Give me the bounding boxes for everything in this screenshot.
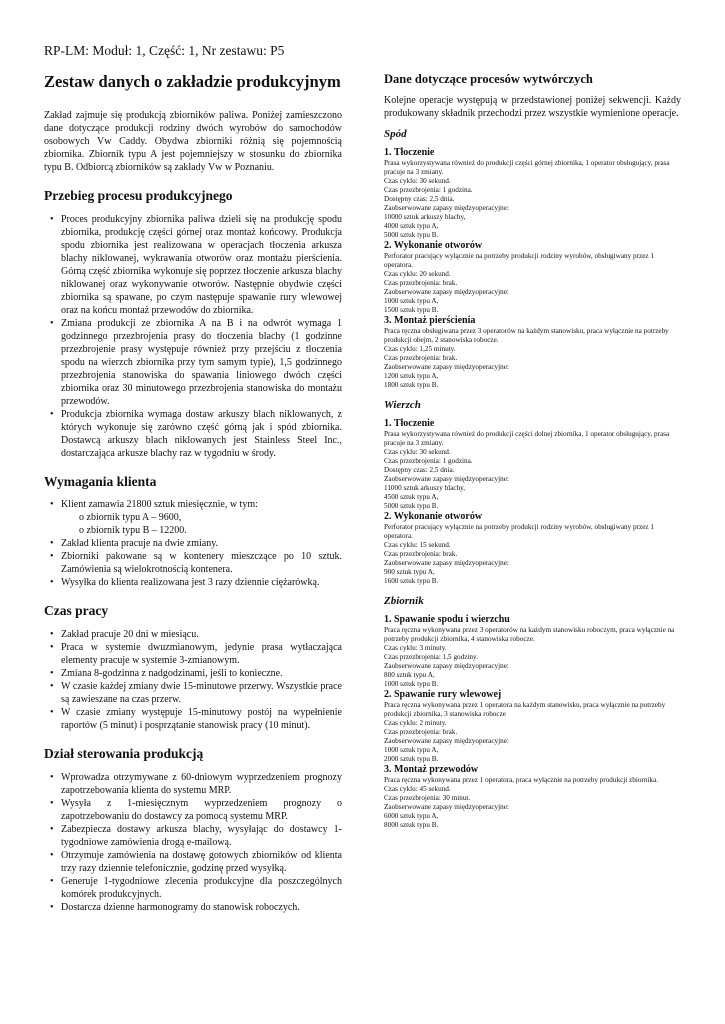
operation-detail-line: 4000 sztuk typu A, xyxy=(384,222,439,230)
control-section xyxy=(44,746,342,914)
list-item-text: Zmiana produkcji ze zbiornika A na B i na odwrót wymaga 1 godzinnego przezbrojenia prasy do tłoczenia blachy (1 godzinne przezbrojenie prasy występuje również przy przejściu z tłoczenia spodu na wierzch zbiornika przy tym samym typie), 1,5 godzinnego przezbrojenia stanowiska do spawania liniowego dwóch części zbiornika oraz 30 minutowego przezbrojenia stanowiska do montażu przewodów. xyxy=(61,317,342,407)
right-column xyxy=(384,72,681,839)
bullet-icon: • xyxy=(50,798,54,810)
process-group xyxy=(384,128,681,390)
operation-detail-line: Czas cyklu: 1,25 minuty. xyxy=(384,345,456,353)
operation-title: 1. Tłoczenie xyxy=(384,147,435,158)
operation-detail-line: 800 sztuk typu A, xyxy=(384,671,435,679)
operation-detail-line: Czas przezbrojenia: brak. xyxy=(384,550,458,558)
operation-detail-line: Czas cyklu: 2 minuty. xyxy=(384,719,447,727)
operation-detail-line: Zaobserwowane zapasy międzyoperacyjne: xyxy=(384,559,509,567)
list-item xyxy=(44,875,342,901)
list-item xyxy=(44,797,342,823)
operation-detail-line: Prasa wykorzystywana również do produkcji części dolnej zbiornika, 1 operator obsługujący, prasa pracuje na 3 zmiany. xyxy=(384,430,670,447)
list-item-text: Otrzymuje zamówienia na dostawę gotowych zbiorników od klienta trzy razy dziennie telefonicznie, godzinę przed wysyłką. xyxy=(61,850,342,875)
list-item xyxy=(44,680,342,706)
operation-detail-line: Perforator pracujący wyłącznie na potrzeby produkcji rodziny wyrobów, obsługiwany przez 1 operatora. xyxy=(384,252,654,269)
operation-detail-line: 1000 sztuk typu A, xyxy=(384,297,439,305)
worktime-section xyxy=(44,603,342,732)
process-group xyxy=(384,595,681,830)
operation-detail-line: Czas przezbrojenia: brak. xyxy=(384,279,458,287)
operation-detail-line: Praca ręczna wykonywana przez 1 operatora, praca wyłącznie na potrzeby produkcji zbiornika. xyxy=(384,776,658,784)
client-section xyxy=(44,474,342,590)
list-item xyxy=(44,849,342,875)
operation-detail-line: 1600 sztuk typu B. xyxy=(384,577,439,585)
process-heading: Przebieg procesu produkcyjnego xyxy=(44,187,233,203)
operation-detail-line: Praca ręczna wykonywana przez 1 operatora na każdym stanowisku, praca wyłącznie na potrzeby produkcji zbiornika, 3 stanowiska robocze xyxy=(384,701,666,718)
bullet-icon: • xyxy=(50,551,54,563)
bullet-icon: • xyxy=(50,707,54,719)
list-item-text: Wysyłka do klienta realizowana jest 3 razy dziennie ciężarówką. xyxy=(61,577,320,589)
list-item xyxy=(44,550,342,576)
list-item xyxy=(44,771,342,797)
list-item-text: Praca w systemie dwuzmianowym, jedynie prasa wytłaczająca elementy pracuje w systemie 3-zmianowym. xyxy=(61,642,342,667)
operation-detail-line: 6000 sztuk typu A, xyxy=(384,812,439,820)
list-item xyxy=(44,706,342,732)
operation-title: 1. Spawanie spodu i wierzchu xyxy=(384,614,510,625)
operation-detail-line: 1000 sztuk typu A, xyxy=(384,746,439,754)
process-group-title: Wierzch xyxy=(384,399,421,411)
left-column xyxy=(44,72,342,926)
bullet-icon: • xyxy=(50,824,54,836)
operation-detail-line: 10000 sztuk arkuszy blachy, xyxy=(384,213,466,221)
operation-detail-line: Czas cyklu: 30 sekund. xyxy=(384,177,451,185)
operation-detail-line: 11000 sztuk arkuszy blachy, xyxy=(384,484,466,492)
operation-detail-line: Perforator pracujący wyłącznie na potrzeby produkcji rodziny wyrobów, obsługiwany przez 1 operatora. xyxy=(384,523,654,540)
list-item xyxy=(44,213,342,317)
operation-detail-line: Czas cyklu: 3 minuty. xyxy=(384,644,447,652)
operation-detail-line: Praca ręczna obsługiwana przez 3 operatorów na każdym stanowisku, praca wyłącznie na potrzeby produkcji obejm, 2 stanowiska robocze. xyxy=(384,327,669,344)
list-item-text: Klient zamawia 21800 sztuk miesięcznie, w tym: xyxy=(61,499,258,511)
bullet-icon: • xyxy=(50,317,54,329)
list-item-text: Proces produkcyjny zbiornika paliwa dzieli się na produkcję spodu zbiornika, produkcję części górnej oraz montaż końcowy. Produkcja spodu zbiornika jest realizowana w operacjach tłoczenia arkusza blachy niklowanej, wykrawania otworów oraz montażu pierścienia. Górną część zbiornika wykonuje się poprzez tłoczenie arkusza blachy niklowanej oraz wykonywanie otworów. Następnie obydwie części zbiornika są spawane, po czym następuje spawanie rury wlewowej oraz na końcu montaż przewodów do zbiornika. xyxy=(61,213,342,316)
operation-detail-line: Zaobserwowane zapasy międzyoperacyjne: xyxy=(384,662,509,670)
bullet-icon: • xyxy=(50,876,54,888)
operation-detail-line: Czas przezbrojenia: 1 godzina. xyxy=(384,186,473,194)
operation-detail-line: 1000 sztuk typu B. xyxy=(384,680,439,688)
operation-detail-line: 1800 sztuk typu B. xyxy=(384,381,439,389)
list-item xyxy=(44,498,342,537)
operation-detail-line: Czas cyklu: 15 sekund. xyxy=(384,541,451,549)
list-item xyxy=(44,408,342,460)
bullet-icon: • xyxy=(50,577,54,589)
list-item-text: Zakład pracuje 20 dni w miesiącu. xyxy=(61,629,199,641)
list-item xyxy=(44,901,342,914)
bullet-icon: • xyxy=(50,499,54,511)
intro-section xyxy=(44,109,342,174)
client-list xyxy=(44,498,342,589)
list-item xyxy=(44,317,342,408)
operation-detail-line: 8000 sztuk typu B. xyxy=(384,821,439,829)
operation-detail-line: Czas przezbrojenia: 1,5 godziny. xyxy=(384,653,478,661)
list-item xyxy=(44,823,342,849)
operation-detail-line: Prasa wykorzystywana również do produkcji części górnej zbiornika, 1 operator obsługujący, prasa pracuje na 3 zmiany. xyxy=(384,159,670,176)
client-sublist xyxy=(61,511,342,537)
operation-detail-line: Czas przezbrojenia: 1 godzina. xyxy=(384,457,473,465)
list-item xyxy=(44,576,342,589)
operation-title: 2. Wykonanie otworów xyxy=(384,240,483,251)
processes-intro: Kolejne operacje występują w przedstawionej poniżej sekwencji. Każdy produkowany składnik przechodzi przez wszystkie wymienione operacje. xyxy=(384,95,681,119)
sub-list-item: o zbiornik typu B – 12200. xyxy=(79,525,187,537)
operation-detail-line: Zaobserwowane zapasy międzyoperacyjne: xyxy=(384,363,509,371)
processes-heading: Dane dotyczące procesów wytwórczych xyxy=(384,72,593,86)
operation-title: 1. Tłoczenie xyxy=(384,418,435,429)
list-item-text: Produkcja zbiornika wymaga dostaw arkuszy blach niklowanych, z których wykonuje się zarówno część górną jak i spód zbiornika. Dostawcą arkuszy blach niklowanych jest Stainless Steel Inc., dostarczająca arkusze blachy raz w tygodniu w środy. xyxy=(61,408,342,459)
page-title: Zestaw danych o zakładzie produkcyjnym xyxy=(44,72,341,91)
operation-detail-line: Zaobserwowane zapasy międzyoperacyjne: xyxy=(384,475,509,483)
bullet-icon: • xyxy=(50,213,54,225)
list-item-text: Generuje 1-tygodniowe zlecenia produkcyjne dla poszczególnych komórek produkcyjnych. xyxy=(61,876,342,901)
operation-detail-line: 5000 sztuk typu B. xyxy=(384,502,439,510)
process-group xyxy=(384,399,681,586)
operation-detail-line: Czas przezbrojenia: brak. xyxy=(384,728,458,736)
bullet-icon: • xyxy=(50,538,54,550)
operation-title: 2. Spawanie rury wlewowej xyxy=(384,689,502,700)
bullet-icon: • xyxy=(50,681,54,693)
document-header: RP-LM: Moduł: 1, Część: 1, Nr zestawu: P5 xyxy=(44,43,285,58)
bullet-icon: • xyxy=(50,629,54,641)
list-item-text: Zbiorniki pakowane są w kontenery mieszczące po 10 sztuk. Zamówienia są wielokrotnością kontenera. xyxy=(61,551,342,576)
list-item xyxy=(44,667,342,680)
worktime-heading: Czas pracy xyxy=(44,603,109,619)
operation-detail-line: 2000 sztuk typu B. xyxy=(384,755,439,763)
client-heading: Wymagania klienta xyxy=(44,473,157,489)
operation-detail-line: Zaobserwowane zapasy międzyoperacyjne: xyxy=(384,288,509,296)
control-list xyxy=(44,771,342,914)
process-group-title: Zbiornik xyxy=(384,595,424,607)
operation-title: 2. Wykonanie otworów xyxy=(384,511,483,522)
operation-title: 3. Montaż pierścienia xyxy=(384,315,476,326)
list-item-text: Wprowadza otrzymywane z 60-dniowym wyprzedzeniem prognozy zapotrzebowania klienta do systemu MRP. xyxy=(61,772,342,797)
process-section xyxy=(44,188,342,460)
operation-detail-line: Dostępny czas: 2,5 dnia. xyxy=(384,466,455,474)
operation-detail-line: Zaobserwowane zapasy międzyoperacyjne: xyxy=(384,737,509,745)
list-item-text: Zakład klienta pracuje na dwie zmiany. xyxy=(61,538,219,550)
list-item xyxy=(44,641,342,667)
list-item-text: Zabezpiecza dostawy arkusza blachy, wysyłając do dostawcy 1-tygodniowe zamówienia drogą e-mailową. xyxy=(61,824,342,849)
list-item-text: Wysyła z 1-miesięcznym wyprzedzeniem prognozy o zapotrzebowaniu do dostawcy za pomocą systemu MRP. xyxy=(61,798,342,823)
process-list xyxy=(44,213,342,460)
bullet-icon: • xyxy=(50,850,54,862)
operation-detail-line: Zaobserwowane zapasy międzyoperacyjne: xyxy=(384,204,509,212)
operation-detail-line: 900 sztuk typu A, xyxy=(384,568,435,576)
operation-detail-line: 1200 sztuk typu A, xyxy=(384,372,439,380)
operation-detail-line: Czas cyklu: 30 sekund. xyxy=(384,448,451,456)
intro-paragraph: Zakład zajmuje się produkcją zbiorników paliwa. Poniżej zamieszczono dane dotyczące produkcji rodziny dwóch wyrobów do samochodów osobowych Vw Caddy. Obydwa zbiorniki różnią się pojemnością zbiornika. Zbiornik typu A jest pojemniejszy w stosunku do zbiornika typu B. Odbiorcą zbiorników są zakłady Vw w Poznaniu. xyxy=(44,109,342,173)
worktime-list xyxy=(44,628,342,732)
list-item-text: Zmiana 8-godzinna z nadgodzinami, jeśli to konieczne. xyxy=(61,668,283,680)
operation-detail-line: Zaobserwowane zapasy międzyoperacyjne: xyxy=(384,803,509,811)
bullet-icon: • xyxy=(50,408,54,420)
operation-detail-line: Czas cyklu: 45 sekund. xyxy=(384,785,451,793)
list-item-text: W czasie zmiany występuje 15-minutowy postój na wypełnienie raportów (5 minut) i posprzątanie stanowisk pracy (10 minut). xyxy=(61,707,342,732)
bullet-icon: • xyxy=(50,902,54,914)
bullet-icon: • xyxy=(50,642,54,654)
operation-detail-line: 5000 sztuk typu B. xyxy=(384,231,439,239)
operation-detail-line: Czas przezbrojenia: brak. xyxy=(384,354,458,362)
operation-detail-line: Czas cyklu: 20 sekund. xyxy=(384,270,451,278)
operation-detail-line: Czas przezbrojenia: 30 minut. xyxy=(384,794,471,802)
process-group-title: Spód xyxy=(384,128,407,140)
operation-detail-line: Dostępny czas: 2,5 dnia. xyxy=(384,195,455,203)
list-item-text: Dostarcza dzienne harmonogramy do stanowisk roboczych. xyxy=(61,902,300,914)
list-item xyxy=(44,537,342,550)
bullet-icon: • xyxy=(50,668,54,680)
operation-title: 3. Montaż przewodów xyxy=(384,764,479,775)
list-item xyxy=(44,628,342,641)
operation-detail-line: 4500 sztuk typu A, xyxy=(384,493,439,501)
bullet-icon: • xyxy=(50,772,54,784)
process-groups xyxy=(384,128,681,830)
operation-detail-line: 1500 sztuk typu B. xyxy=(384,306,439,314)
operation-detail-line: Praca ręczna wykonywana przez 3 operatorów na każdym stanowisku roboczym, praca wyłącznie na potrzeby produkcji zbiornika, 4 stanowiska robocze. xyxy=(384,626,675,643)
control-heading: Dział sterowania produkcją xyxy=(44,746,204,762)
list-item-text: W czasie każdej zmiany dwie 15-minutowe przerwy. Wszystkie prace są zawieszane na czas przerw. xyxy=(61,681,342,706)
sub-list-item: o zbiornik typu A – 9600, xyxy=(79,512,182,524)
